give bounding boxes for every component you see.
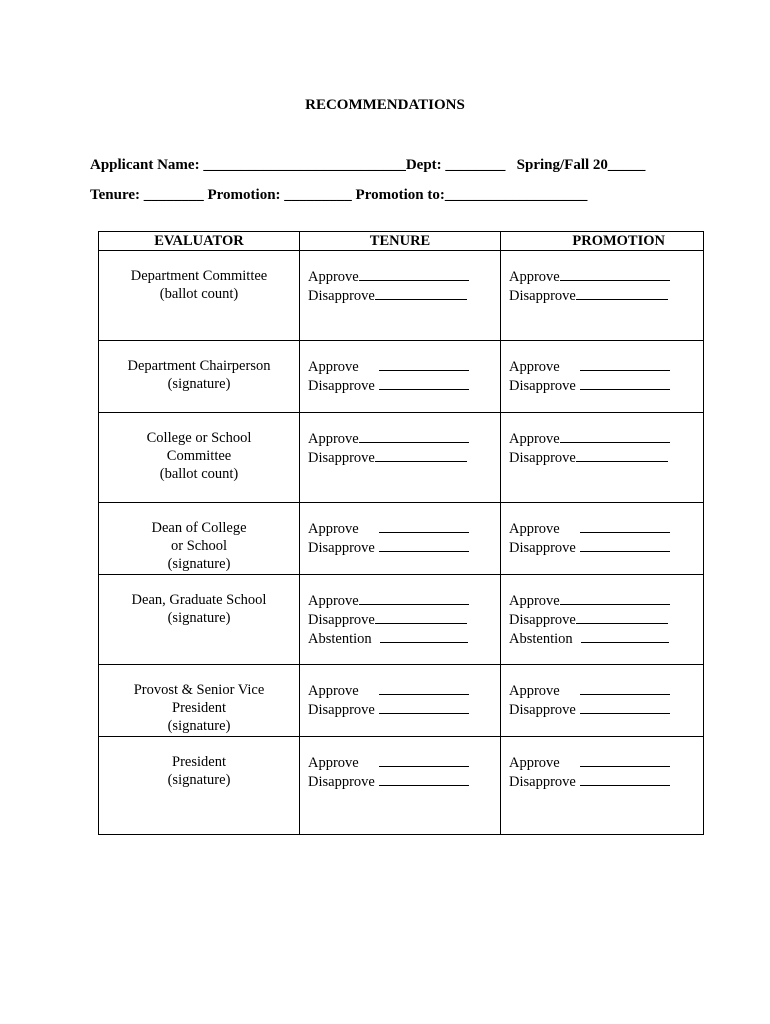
table-row	[99, 575, 704, 665]
abstention-label: Abstention	[509, 631, 573, 647]
promotion-cell	[501, 503, 704, 575]
disapprove-label: Disapprove	[509, 612, 576, 628]
disapprove-label: Disapprove	[308, 540, 375, 556]
table-row	[99, 251, 704, 341]
promotion-cell	[501, 341, 704, 413]
evaluator-line: President	[172, 754, 226, 770]
page-title: RECOMMENDATIONS	[305, 97, 465, 113]
promotion-cell	[501, 665, 704, 737]
tenure-cell	[300, 251, 501, 341]
approve-label: Approve	[509, 431, 560, 447]
tenure-cell	[300, 413, 501, 503]
disapprove-label: Disapprove	[308, 702, 375, 718]
evaluator-line: (signature)	[167, 376, 231, 392]
evaluator-line: (signature)	[167, 610, 231, 626]
evaluator-line: (ballot count)	[159, 466, 239, 482]
disapprove-blank[interactable]	[375, 610, 467, 624]
evaluator-line: Committee	[166, 448, 232, 464]
evaluator-line: Provost & Senior Vice	[133, 682, 265, 698]
disapprove-blank[interactable]	[379, 772, 469, 786]
disapprove-blank[interactable]	[379, 376, 469, 390]
evaluator-line: President	[172, 700, 226, 716]
approve-label: Approve	[308, 521, 359, 537]
header-tenure: TENURE	[300, 232, 501, 251]
approve-blank[interactable]	[379, 357, 469, 371]
evaluator-line: (signature)	[167, 556, 231, 572]
tenure-cell	[300, 341, 501, 413]
disapprove-label: Disapprove	[308, 450, 375, 466]
promotion-cell	[501, 737, 704, 835]
disapprove-label: Disapprove	[308, 378, 375, 394]
disapprove-blank[interactable]	[576, 448, 668, 462]
tenure-cell	[300, 737, 501, 835]
approve-blank[interactable]	[560, 429, 670, 443]
approve-blank[interactable]	[379, 753, 469, 767]
evaluator-line: (signature)	[167, 772, 231, 788]
disapprove-label: Disapprove	[509, 450, 576, 466]
disapprove-label: Disapprove	[308, 774, 375, 790]
approve-blank[interactable]	[379, 681, 469, 695]
evaluator-line: Department Committee	[130, 268, 268, 284]
evaluator-line: Department Chairperson	[127, 358, 271, 374]
approve-blank[interactable]	[379, 519, 469, 533]
approve-label: Approve	[509, 269, 560, 285]
evaluator-cell	[99, 503, 300, 575]
approve-label: Approve	[509, 755, 560, 771]
evaluator-line: or School	[171, 538, 227, 554]
disapprove-blank[interactable]	[576, 286, 668, 300]
header-promotion: PROMOTION	[501, 232, 704, 251]
table-row	[99, 503, 704, 575]
table-row	[99, 737, 704, 835]
tenure-cell	[300, 503, 501, 575]
approve-label: Approve	[509, 683, 560, 699]
disapprove-label: Disapprove	[509, 540, 576, 556]
approve-blank[interactable]	[580, 519, 670, 533]
approve-label: Approve	[509, 521, 560, 537]
applicant-info-line: Applicant Name: ___________________________Dept: ________ Spring/Fall 20_____	[90, 157, 646, 173]
recommendations-table	[98, 231, 704, 835]
approve-blank[interactable]	[560, 267, 670, 281]
disapprove-blank[interactable]	[580, 772, 670, 786]
disapprove-label: Disapprove	[509, 378, 576, 394]
disapprove-blank[interactable]	[375, 448, 467, 462]
evaluator-cell	[99, 251, 300, 341]
evaluator-line: Dean of College	[151, 520, 247, 536]
evaluator-cell	[99, 413, 300, 503]
header-evaluator: EVALUATOR	[99, 232, 300, 251]
approve-label: Approve	[308, 683, 359, 699]
disapprove-blank[interactable]	[379, 700, 469, 714]
table-row	[99, 341, 704, 413]
approve-blank[interactable]	[580, 753, 670, 767]
disapprove-blank[interactable]	[580, 376, 670, 390]
disapprove-label: Disapprove	[509, 702, 576, 718]
approve-blank[interactable]	[359, 267, 469, 281]
approve-blank[interactable]	[359, 429, 469, 443]
approve-label: Approve	[308, 431, 359, 447]
approve-blank[interactable]	[560, 591, 670, 605]
approve-label: Approve	[308, 269, 359, 285]
abstention-blank[interactable]	[581, 629, 669, 643]
evaluator-cell	[99, 341, 300, 413]
disapprove-blank[interactable]	[580, 538, 670, 552]
promotion-cell	[501, 575, 704, 665]
disapprove-label: Disapprove	[308, 288, 375, 304]
tenure-cell	[300, 575, 501, 665]
abstention-blank[interactable]	[380, 629, 468, 643]
disapprove-blank[interactable]	[576, 610, 668, 624]
disapprove-label: Disapprove	[509, 774, 576, 790]
evaluator-line: (ballot count)	[159, 286, 239, 302]
approve-label: Approve	[308, 593, 359, 609]
approve-label: Approve	[509, 359, 560, 375]
disapprove-blank[interactable]	[375, 286, 467, 300]
table-header-row	[99, 232, 704, 251]
tenure-promotion-line: Tenure: ________ Promotion: _________ Promotion to:___________________	[90, 187, 588, 203]
table-row	[99, 413, 704, 503]
evaluator-cell	[99, 665, 300, 737]
promotion-cell	[501, 251, 704, 341]
approve-blank[interactable]	[580, 681, 670, 695]
approve-blank[interactable]	[359, 591, 469, 605]
approve-label: Approve	[509, 593, 560, 609]
tenure-cell	[300, 665, 501, 737]
table-row	[99, 665, 704, 737]
disapprove-label: Disapprove	[509, 288, 576, 304]
disapprove-blank[interactable]	[379, 538, 469, 552]
disapprove-blank[interactable]	[580, 700, 670, 714]
approve-label: Approve	[308, 755, 359, 771]
evaluator-line: Dean, Graduate School	[131, 592, 267, 608]
approve-label: Approve	[308, 359, 359, 375]
abstention-label: Abstention	[308, 631, 372, 647]
evaluator-line: (signature)	[167, 718, 231, 734]
approve-blank[interactable]	[580, 357, 670, 371]
evaluator-cell	[99, 575, 300, 665]
evaluator-line: College or School	[146, 430, 252, 446]
promotion-cell	[501, 413, 704, 503]
evaluator-cell	[99, 737, 300, 835]
disapprove-label: Disapprove	[308, 612, 375, 628]
